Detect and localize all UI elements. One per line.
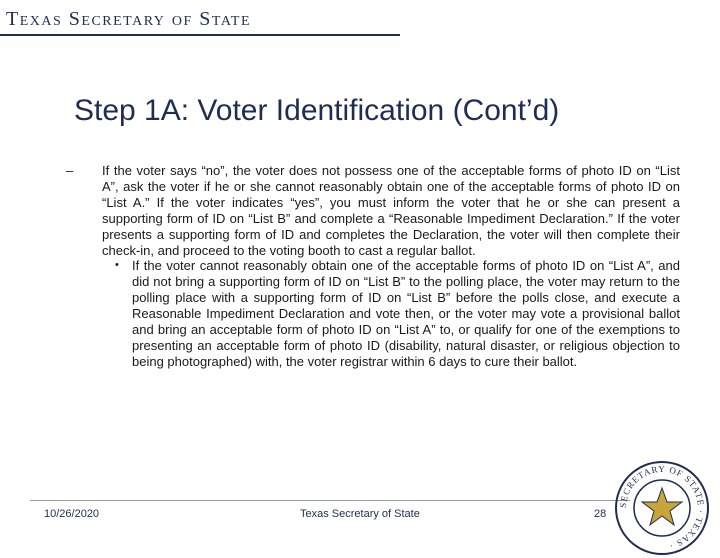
sub-list-item-text: If the voter cannot reasonably obtain one of the acceptable forms of photo ID on “List A”, and did not bring a supporting form of ID on “List B” to the polling place, the voter may return to the polling place with a supporting form of ID on “List B” before the polls close, and execute a Reasonable Impediment Declaration and vote then, or the voter may vote a provisional ballot and bring an acceptable form of photo ID on “List A” to, or qualify for one of the exemptions to presenting an acceptable form of photo ID (disability, natural disaster, or religious objection to being photographed) with, the voter registrar within 6 days to cure their ballot. — [132, 258, 680, 369]
footer-date: 10/26/2020 — [44, 508, 100, 520]
star-seal-icon — [612, 458, 712, 558]
slide-body — [60, 163, 680, 370]
header-title: Texas Secretary of State — [6, 8, 252, 30]
footer-divider — [30, 500, 630, 501]
page-number: 28 — [594, 508, 607, 520]
list-item-text: If the voter says “no”, the voter does not possess one of the acceptable forms of photo ID on “List A”, ask the voter if he or she cannot reasonably obtain one of the acceptable forms of photo ID on “List A.” If the voter indicates “yes”, you must inform the voter that he or she can present a supporting form of ID on “List B” and complete a “Reasonable Impediment Declaration.” If the voter presents a supporting form of ID and completes the Declaration, the voter will then complete their check-in, and proceed to the voting booth to cast a regular ballot. — [102, 163, 680, 258]
header-bar — [0, 0, 720, 44]
slide-title: Step 1A: Voter Identification (Cont’d) — [74, 94, 560, 127]
sub-list-item — [60, 258, 680, 369]
dash-marker: – — [66, 163, 74, 178]
list-item — [60, 163, 680, 258]
seal-ring-text: SECRETARY OF STATE · TEXAS · — [617, 463, 707, 552]
header-divider — [0, 34, 400, 36]
footer-organization: Texas Secretary of State — [300, 508, 420, 520]
bullet-marker: • — [115, 259, 119, 272]
